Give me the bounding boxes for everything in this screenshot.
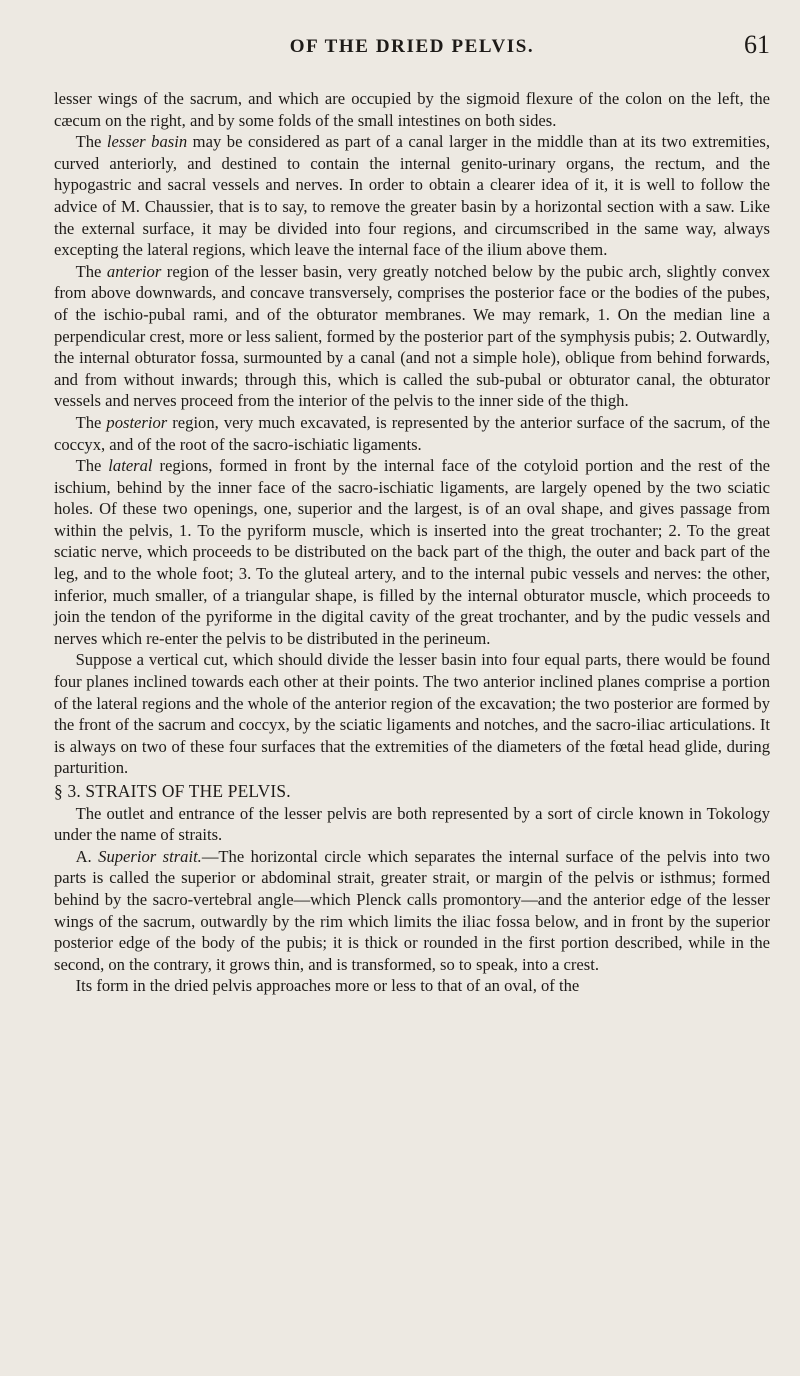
paragraph — [54, 261, 770, 412]
running-head — [54, 30, 770, 76]
paragraph — [54, 649, 770, 779]
text-run: § 3. STRAITS OF THE PELVIS. — [54, 781, 291, 801]
text-run: region, very much excavated, is represented by the anterior surface of the sacrum, of the coccyx, and of the root of the sacro-ischiatic ligaments. — [54, 412, 770, 454]
text-run: may be considered as part of a canal larger in the middle than at its two extremities, curved anteriorly, and destined to contain the internal genito-urinary organs, the rectum, and the hypogastric and sacral vessels and nerves. In order to obtain a clearer idea of it, it is well to follow the advice of M. Chaussier, that is to say, to remove the greater basin by a horizontal section with a saw. Like the external surface, it may be divided into four regions, and circumscribed in the same way, always excepting the lateral regions, which leave the internal face of the ilium above them. — [54, 132, 770, 260]
text-run: The — [75, 456, 109, 476]
paragraph — [54, 131, 770, 261]
paragraph — [54, 803, 770, 846]
text-run: lesser wings of the sacrum, and which are occupied by the sigmoid flexure of the colon on the left, the cæcum on the right, and by some folds of the small intestines on both sides. — [54, 89, 770, 130]
paragraph — [54, 455, 770, 649]
text-run: regions, formed in front by the internal face of the cotyloid portion and the rest of the ischium, behind by the inner face of the sacro-ischiatic ligaments, are largely opened by the two sciatic holes. Of these two openings, one, superior and the largest, is of an oval shape, and gives passage from within the pelvis, 1. To the pyriform muscle, which is inserted into the great trochanter; 2. To the great sciatic nerve, which proceeds to be distributed on the back part of the thigh, the outer and back part of the leg, and to the whole foot; 3. To the gluteal artery, and to the internal pubic vessels and nerves: the other, inferior, much smaller, of a triangular shape, is filled by the internal obturator muscle, which proceeds to join the tendon of the pyriforme in the digital cavity of the great trochanter, and by the pudic vessels and nerves which re-enter the pelvis to be distributed in the perineum. — [54, 456, 770, 648]
paragraph — [54, 846, 770, 976]
text-run: The — [75, 261, 107, 281]
italic-term: lateral — [108, 456, 153, 476]
text-run: The — [75, 132, 107, 152]
text-run: The outlet and entrance of the lesser pelvis are both represented by a sort of circle known in Tokology under the name of straits. — [54, 803, 770, 845]
text-run: Its form in the dried pelvis approaches more or less to that of an oval, of the — [75, 976, 580, 996]
text-run: A. — [75, 846, 99, 866]
body-text — [54, 88, 770, 997]
italic-term: Superior strait. — [98, 846, 202, 866]
running-title: OF THE DRIED PELVIS. — [289, 36, 535, 57]
section-heading — [54, 781, 770, 803]
text-run: The — [75, 412, 107, 432]
italic-term: lesser basin — [106, 132, 188, 152]
text-run: region of the lesser basin, very greatly notched below by the pubic arch, slightly convex from above downwards, and concave transversely, comprises the posterior face or the bodies of the pubes, of the ischio-pubal rami, and of the obturator membranes. We may remark, 1. On the median line a perpendicular crest, more or less salient, formed by the posterior part of the symphysis pubis; 2. Outwardly, the internal obturator fossa, surmounted by a canal (and not a simple hole), oblique from behind forwards, and from without inwards; through this, which is called the sub-pubal or obturator canal, the obturator vessels and nerves proceed from the interior of the pelvis to the inner side of the thigh. — [54, 261, 771, 411]
page-number: 61 — [744, 30, 770, 59]
italic-term: posterior — [106, 412, 168, 432]
paragraph-continued — [54, 88, 770, 131]
paragraph — [54, 975, 770, 997]
italic-term: anterior — [106, 261, 162, 281]
text-run: —The horizontal circle which separates the internal surface of the pelvis into two parts is called the superior or abdominal strait, greater strait, or margin of the pelvis or isthmus; formed behind by the sacro-vertebral angle—which Plenck calls promontory—and the anterior edge of the lesser wings of the sacrum, outwardly by the rim which limits the iliac fossa below, and in front by the superior posterior edge of the body of the pubis; it is thick or rounded in the first portion described, while in the second, on the contrary, it grows thin, and is transformed, so to speak, into a crest. — [54, 846, 770, 974]
text-run: Suppose a vertical cut, which should divide the lesser basin into four equal parts, there would be found four planes inclined towards each other at their points. The two anterior inclined planes comprise a portion of the lateral regions and the whole of the anterior region of the excavation; the two posterior are formed by the front of the sacrum and coccyx, by the sciatic ligaments and notches, and the sacro-iliac articulations. It is always on two of these four surfaces that the extremities of the diameters of the fœtal head glide, during parturition. — [54, 650, 770, 778]
paragraph — [54, 412, 770, 455]
